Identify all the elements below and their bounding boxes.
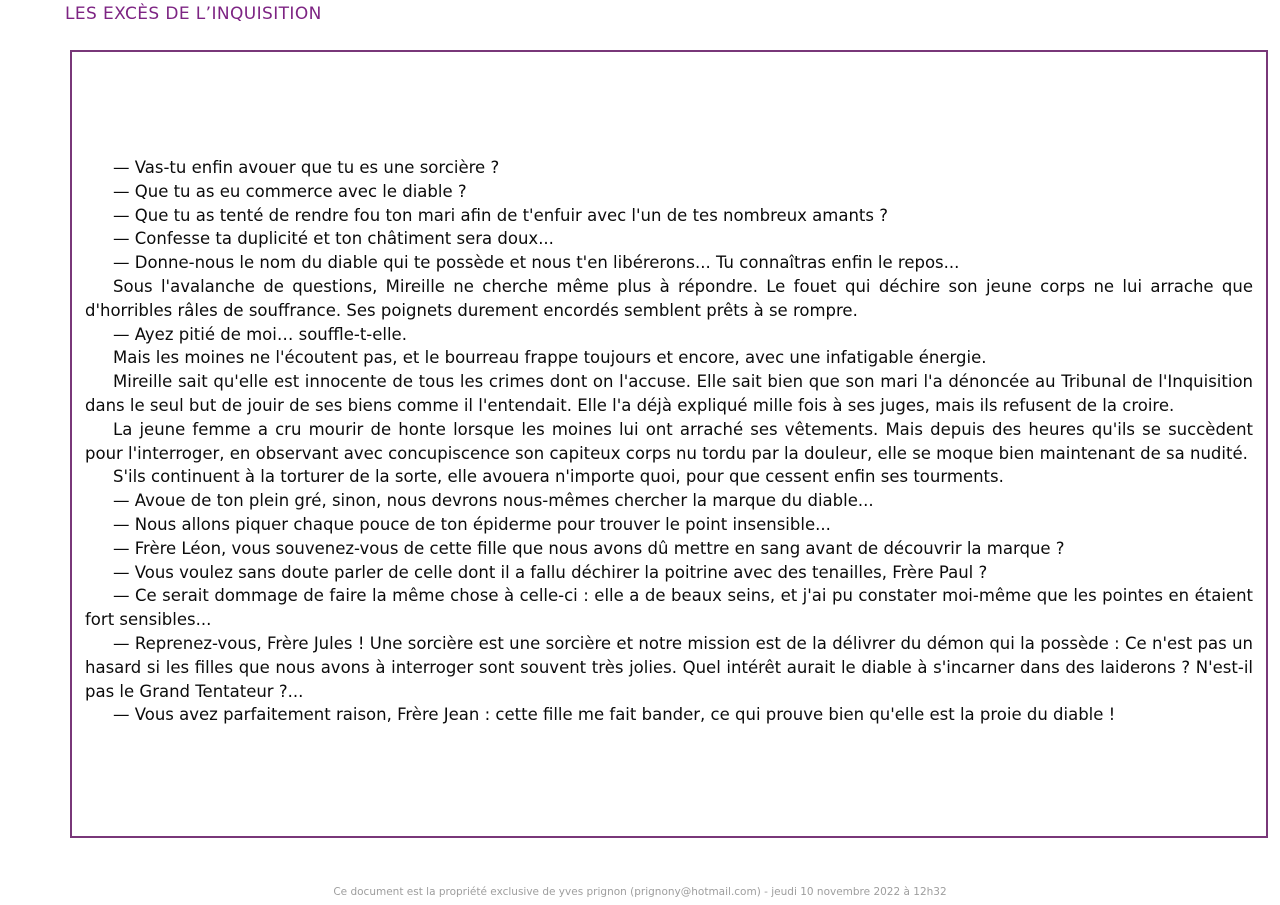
paragraph: S'ils continuent à la torturer de la sorte, elle avouera n'importe quoi, pour que cessent enfin ses tourments. xyxy=(113,467,1004,487)
paragraph: — Que tu as eu commerce avec le diable ? xyxy=(113,181,467,201)
paragraph: Mais les moines ne l'écoutent pas, et le bourreau frappe toujours et encore, avec une infatigable énergie. xyxy=(113,348,987,368)
paragraph: — Donne-nous le nom du diable qui te possède et nous t'en libérerons... Tu connaîtras enfin le repos... xyxy=(113,253,960,273)
document-frame xyxy=(70,50,1268,838)
paragraph: Sous l'avalanche de questions, Mireille ne cherche même plus à répondre. Le fouet qui déchire son jeune corps ne lui arrache que d'horribles râles de souffrance. Ses poignets durement encordés semblent prêts à se rompre. xyxy=(85,276,1253,320)
paragraph: — Vous voulez sans doute parler de celle dont il a fallu déchirer la poitrine avec des tenailles, Frère Paul ? xyxy=(113,562,988,582)
paragraph: — Nous allons piquer chaque pouce de ton épiderme pour trouver le point insensible... xyxy=(113,514,831,534)
paragraph: — Ce serait dommage de faire la même chose à celle-ci : elle a de beaux seins, et j'ai pu constater moi-même que les pointes en étaient fort sensibles... xyxy=(85,586,1253,630)
paragraph: — Que tu as tenté de rendre fou ton mari afin de t'enfuir avec l'un de tes nombreux amants ? xyxy=(113,205,889,225)
paragraph: — Ayez pitié de moi… souffle-t-elle. xyxy=(113,324,407,344)
page-title: LES EXCÈS DE L’INQUISITION xyxy=(65,4,322,24)
paragraph: La jeune femme a cru mourir de honte lorsque les moines lui ont arraché ses vêtements. Mais depuis des heures qu'ils se succèdent pour l'interroger, en observant avec concupiscence son capiteux corps nu tordu par la douleur, elle se moque bien maintenant de sa nudité. xyxy=(85,419,1253,463)
paragraph: — Avoue de ton plein gré, sinon, nous devrons nous-mêmes chercher la marque du diable... xyxy=(113,491,874,511)
paragraph: — Frère Léon, vous souvenez-vous de cette fille que nous avons dû mettre en sang avant de découvrir la marque ? xyxy=(113,538,1065,558)
paragraph: — Confesse ta duplicité et ton châtiment sera doux... xyxy=(113,229,554,249)
paragraph: Mireille sait qu'elle est innocente de tous les crimes dont on l'accuse. Elle sait bien que son mari l'a dénoncée au Tribunal de l'Inquisition dans le seul but de jouir de ses biens comme il l'entendait. Elle l'a déjà expliqué mille fois à ses juges, mais ils refusent de la croire. xyxy=(85,372,1253,415)
paragraph: — Vous avez parfaitement raison, Frère Jean : cette fille me fait bander, ce qui prouve bien qu'elle est la proie du diable ! xyxy=(113,705,1116,725)
paragraph: — Vas-tu enfin avouer que tu es une sorcière ? xyxy=(113,158,500,177)
paragraph: — Reprenez-vous, Frère Jules ! Une sorcière est une sorcière et notre mission est de la délivrer du démon qui la possède : Ce n'est pas un hasard si les filles que nous avons à interroger sont souvent très jolies. Quel intérêt aurait le diable à s'incarner dans des laiderons ? N'est-il pas le Grand Tentateur ?... xyxy=(85,633,1253,701)
footer-note: Ce document est la propriété exclusive de yves prignon (prignony@hotmail.com) - jeudi 10 novembre 2022 à 12h32 xyxy=(333,886,947,898)
document-body xyxy=(85,156,1253,727)
